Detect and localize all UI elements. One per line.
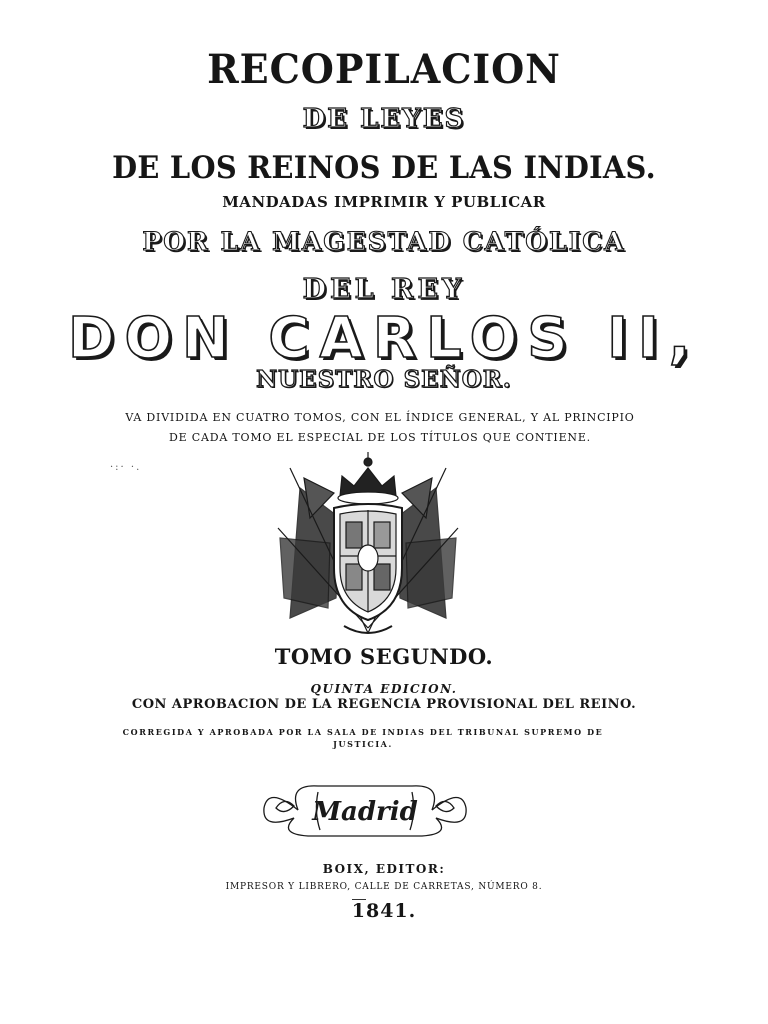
edition-label: QUINTA EDICION. <box>310 682 458 696</box>
subtitle-reinos: DE LOS REINOS DE LAS INDIAS. <box>112 150 656 186</box>
mandadas-line: MANDADAS IMPRIMIR Y PUBLICAR <box>222 193 546 211</box>
correction-line: CORREGIDA Y APROBADA POR LA SALA DE INDIAS DEL TRIBUNAL SUPREMO DE JUSTICIA. <box>122 727 604 749</box>
coat-of-arms-icon <box>270 448 466 644</box>
madrid-cartouche <box>258 778 472 842</box>
del-rey-line: DEL REY <box>302 274 466 305</box>
place-label: Madrid <box>312 797 418 827</box>
ink-specks: ·:· ·. <box>110 462 142 473</box>
volume-label: TOMO SEGUNDO. <box>274 644 494 669</box>
printer-address-line: IMPRESOR Y LIBRERO, CALLE DE CARRETAS, NÚMERO 8. <box>225 882 543 892</box>
nuestro-senor-line: NUESTRO SEÑOR. <box>256 366 512 393</box>
king-name: DON CARLOS II, <box>67 306 701 371</box>
subtitle-de-leyes: DE LEYES <box>302 104 466 134</box>
publication-year: 1841. <box>351 900 417 922</box>
approval-line: CON APROBACION DE LA REGENCIA PROVISIONAL DEL REINO. <box>131 697 637 712</box>
publisher-line: BOIX, EDITOR: <box>322 862 446 876</box>
magestad-line: POR LA MAGESTAD CATÓLICA <box>142 227 626 256</box>
main-title: RECOPILACION <box>207 46 561 93</box>
contents-description: VA DIVIDIDA EN CUATRO TOMOS, CON EL ÍNDICE GENERAL, Y AL PRINCIPIO DE CADA TOMO EL ESPECIAL DE LOS TÍTULOS QUE CONTIENE. <box>125 411 635 444</box>
